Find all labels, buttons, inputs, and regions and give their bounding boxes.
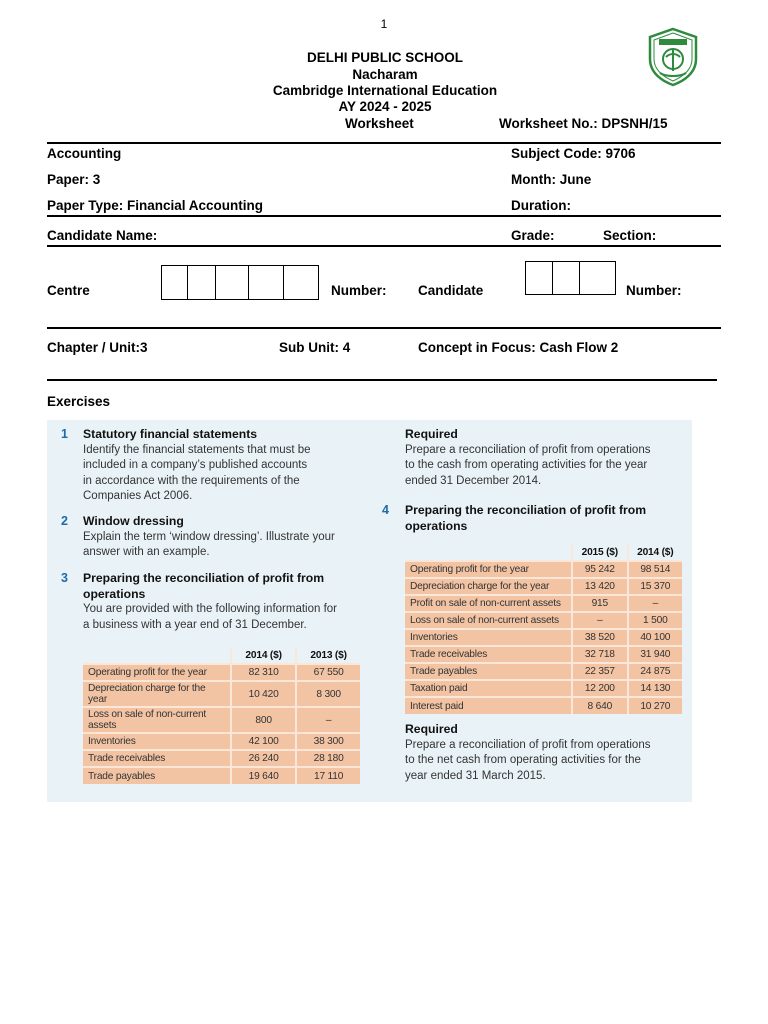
question-4-required-title: Required: [405, 722, 458, 736]
candidate-number-label: Number:: [626, 283, 682, 298]
grade-label: Grade:: [511, 228, 555, 243]
table-row: Interest paid 8 640 10 270: [405, 697, 682, 714]
centre-number-label: Number:: [331, 283, 387, 298]
section-label: Section:: [603, 228, 657, 243]
candidate-number-boxes[interactable]: [525, 261, 616, 295]
school-logo: [646, 27, 700, 87]
table-row: Trade payables 22 357 24 875: [405, 663, 682, 680]
question-3-required-title: Required: [405, 427, 458, 441]
question-3: Preparing the reconciliation of profit from operations You are provided with the following information for a business with a year end of 31 December.: [83, 571, 383, 633]
table-row: Inventories 38 520 40 100: [405, 629, 682, 646]
branch-name: Nacharam: [352, 67, 418, 82]
question-3-title: Preparing the reconciliation of profit from: [83, 571, 325, 585]
question-2-title: Window dressing: [83, 514, 184, 528]
table-header-row: 2014 ($) 2013 ($): [83, 648, 360, 664]
paper-type-label: Paper Type: Financial Accounting: [47, 198, 264, 213]
table-row: Trade receivables 26 240 28 180: [83, 750, 360, 767]
candidate-label: Candidate: [418, 283, 484, 298]
exercises-heading: Exercises: [47, 394, 111, 409]
table-row: Profit on sale of non-current assets 915 –: [405, 595, 682, 612]
question-4-number: 4: [382, 503, 389, 517]
program-name: Cambridge International Education: [272, 83, 498, 98]
question-4-title: Preparing the reconciliation of profit from: [405, 503, 647, 517]
table-row: Loss on sale of non-current assets – 1 500: [405, 612, 682, 629]
chapter-label: Chapter / Unit:3: [47, 340, 148, 355]
month-label: Month: June: [511, 172, 592, 187]
table-row: Trade receivables 32 718 31 940: [405, 646, 682, 663]
table-row: Taxation paid 12 200 14 130: [405, 680, 682, 697]
candidate-name-label: Candidate Name:: [47, 228, 158, 243]
question-1: Statutory financial statements Identify the financial statements that must be included in a company’s published accounts in accordance with the requirements of the Companies Act 2006.: [83, 427, 373, 505]
question-4-required: Required Prepare a reconciliation of profit from operations to the net cash from operating activities for the year ended 31 March 2015.: [405, 722, 690, 784]
centre-number-boxes[interactable]: [161, 265, 319, 300]
subject-code: Subject Code: 9706: [511, 146, 636, 161]
question-1-title: Statutory financial statements: [83, 427, 258, 441]
question-4: Preparing the reconciliation of profit from operations: [405, 503, 690, 534]
table-row: Depreciation charge for the year 13 420 15 370: [405, 578, 682, 595]
table-row: Depreciation charge for the year 10 420 8 300: [83, 681, 360, 707]
doc-type: Worksheet: [345, 116, 414, 131]
question-4-table: [405, 545, 682, 714]
question-2: Window dressing Explain the term ‘window dressing’. Illustrate your answer with an example.: [83, 514, 383, 561]
textbook-excerpt: [47, 420, 692, 802]
question-3-number: 3: [61, 571, 68, 585]
academic-year: AY 2024 - 2025: [338, 99, 432, 114]
concept-label: Concept in Focus: Cash Flow 2: [418, 340, 619, 355]
question-3-table: [83, 648, 360, 784]
centre-label: Centre: [47, 283, 90, 298]
question-1-number: 1: [61, 427, 68, 441]
paper-label: Paper: 3: [47, 172, 101, 187]
table-row: Loss on sale of non-current assets 800 –: [83, 707, 360, 733]
school-name: DELHI PUBLIC SCHOOL: [306, 50, 463, 65]
table-header-row: 2015 ($) 2014 ($): [405, 545, 682, 561]
table-row: Operating profit for the year 82 310 67 550: [83, 664, 360, 681]
sub-unit-label: Sub Unit: 4: [279, 340, 351, 355]
duration-label: Duration:: [511, 198, 571, 213]
table-row: Inventories 42 100 38 300: [83, 733, 360, 750]
table-row: Trade payables 19 640 17 110: [83, 767, 360, 784]
question-2-number: 2: [61, 514, 68, 528]
table-row: Operating profit for the year 95 242 98 514: [405, 561, 682, 578]
subject-label: Accounting: [47, 146, 122, 161]
worksheet-number: Worksheet No.: DPSNH/15: [499, 116, 668, 131]
page-number: 1: [380, 17, 388, 31]
question-3-required: Required Prepare a reconciliation of profit from operations to the cash from operating activities for the year ended 31 December 2014.: [405, 427, 690, 489]
